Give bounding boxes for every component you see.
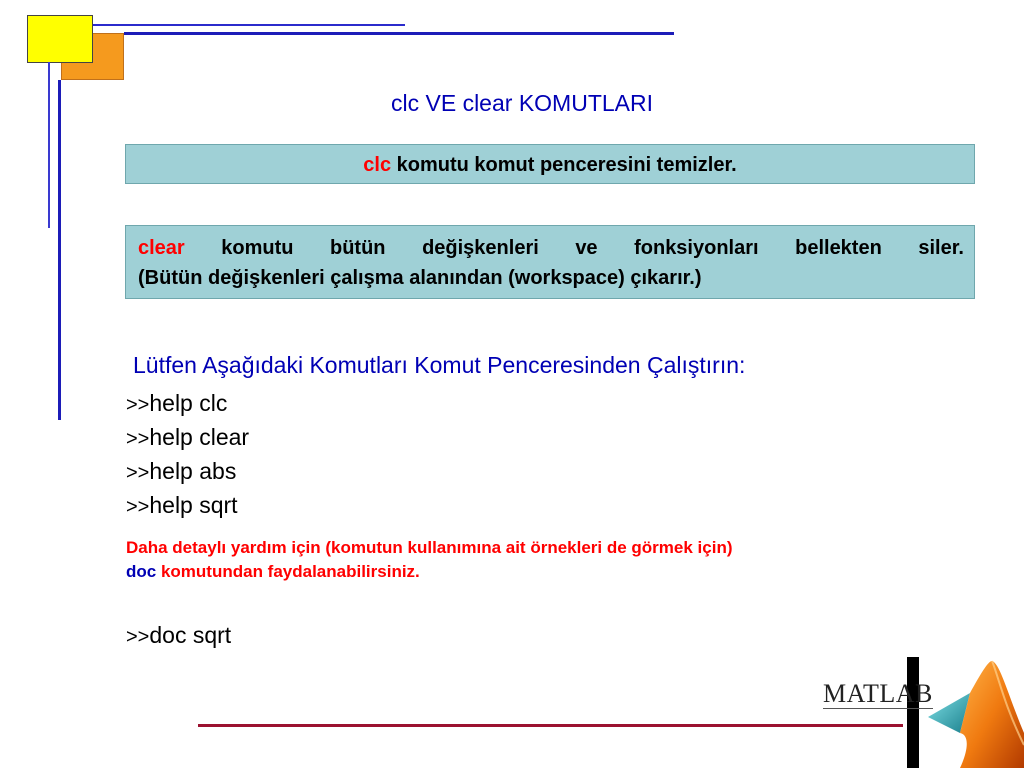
clc-keyword: clc — [363, 154, 392, 176]
word: bellekten — [795, 237, 882, 259]
word: komutu — [221, 237, 294, 259]
word: ve — [575, 237, 598, 259]
command-text: help abs — [149, 458, 237, 484]
bottom-line-decoration — [198, 724, 903, 727]
clc-description-box — [125, 144, 975, 184]
slide-title: clc VE clear KOMUTLARI — [391, 90, 653, 116]
clear-description-line2: (Bütün değişkenleri çalışma alanından (workspace) çıkarır.) — [138, 267, 702, 289]
command-line — [126, 458, 236, 485]
word: siler. — [918, 237, 964, 259]
top-line-decoration-2 — [124, 32, 674, 35]
note-line2 — [126, 560, 956, 584]
note-line1: Daha detaylı yardım için (komutun kullanımına ait örnekleri de görmek için) — [126, 538, 733, 557]
word: değişkenleri — [422, 237, 539, 259]
help-note — [126, 536, 956, 584]
word: fonksiyonları — [634, 237, 759, 259]
command-line — [126, 492, 238, 519]
top-line-decoration — [93, 24, 405, 26]
command-text: help clc — [149, 390, 228, 416]
matlab-membrane-icon — [820, 655, 1024, 768]
command-line — [126, 424, 249, 451]
clc-description: komutu komut penceresini temizler. — [391, 154, 737, 176]
note-line2-text: komutundan faydalanabilirsiniz. — [156, 562, 420, 581]
matlab-logo-text: MATLAB — [823, 679, 933, 708]
command-text: help sqrt — [149, 492, 238, 518]
left-line-decoration-2 — [58, 80, 61, 420]
prompt: >> — [126, 496, 150, 518]
clear-description-box — [125, 225, 975, 299]
doc-command-line — [126, 622, 231, 649]
prompt: >> — [126, 462, 150, 484]
prompt: >> — [126, 394, 150, 416]
left-line-decoration — [48, 62, 50, 228]
prompt: >> — [126, 626, 150, 648]
prompt: >> — [126, 428, 150, 450]
word: bütün — [330, 237, 386, 259]
instruction-heading: Lütfen Aşağıdaki Komutları Komut Penceresinden Çalıştırın: — [133, 352, 746, 378]
command-text: doc sqrt — [149, 622, 232, 648]
clear-description-line1 — [138, 233, 964, 263]
command-text: help clear — [149, 424, 250, 450]
clear-keyword: clear — [138, 237, 185, 259]
yellow-square-decoration — [27, 15, 93, 63]
command-line — [126, 390, 227, 417]
doc-keyword: doc — [126, 562, 157, 581]
